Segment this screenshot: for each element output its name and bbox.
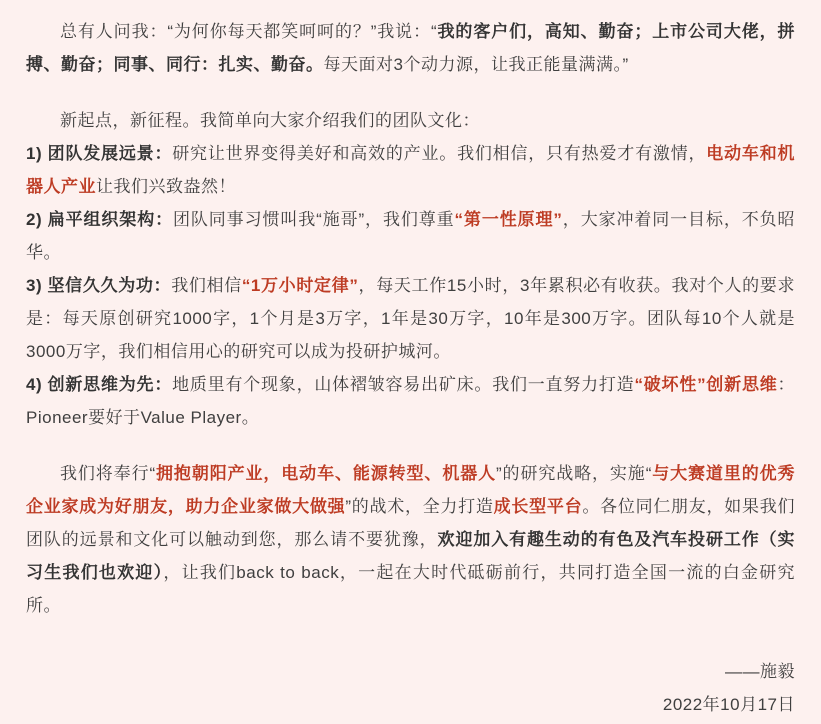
highlight-text: “破坏性”创新思维: [634, 375, 778, 394]
highlight-text: 成长型平台: [493, 497, 583, 516]
body-text: 。各位同仁朋友，如果我们团队的远景和文化可以触动到您，那么请不要犹豫，: [26, 497, 796, 549]
bold-text: 欢迎加入有趣生动的有色及汽车投研工作（实习生我们也欢迎）: [26, 530, 796, 582]
date: 2022年10月17日: [662, 695, 795, 714]
signature-block: [26, 655, 795, 721]
body-text: 让我们兴致盎然！: [96, 177, 236, 196]
body-text: 研究让世界变得美好和高效的产业。我们相信，只有热爱才有激情，: [172, 144, 707, 163]
body-text: ：Pioneer要好于Value Player。: [26, 375, 796, 427]
highlight-text: 电动车和机器人产业: [26, 144, 796, 196]
body-text: 我们相信: [171, 276, 242, 295]
body-text: 我们将奉行“: [60, 464, 156, 483]
highlight-text: 拥抱朝阳产业，电动车、能源转型、机器人: [155, 464, 496, 483]
paragraph: [26, 203, 795, 269]
body-text: 地质里有个现象，山体褶皱容易出矿床。我们一直努力打造: [172, 375, 635, 394]
paragraph: [26, 104, 795, 137]
bold-text: 2) 扁平组织架构：: [26, 210, 173, 229]
bold-text: 1) 团队发展远景：: [26, 144, 173, 163]
body-text: ”的研究战略，实施“: [496, 464, 652, 483]
body-text: 团队同事习惯叫我“施哥”，我们尊重: [173, 210, 455, 229]
highlight-text: 与大赛道里的优秀企业家成为好朋友，助力企业家做大做强: [26, 464, 796, 516]
article-body: [26, 15, 795, 622]
paragraph: [26, 269, 795, 368]
bold-text: 3) 坚信久久为功：: [26, 276, 172, 295]
paragraph: [26, 457, 795, 622]
bold-text: 4) 创新思维为先：: [26, 375, 173, 394]
signature: ——施毅: [725, 662, 795, 681]
paragraph: [26, 15, 795, 81]
body-text: ，大家冲着同一目标，不负昭华。: [26, 210, 796, 262]
bold-text: 我的客户们，高知、勤奋；上市公司大佬，拼搏、勤奋；同事、同行：扎实、勤奋。: [26, 22, 796, 74]
body-text: 每天面对3个动力源，让我正能量满满。”: [323, 55, 629, 74]
highlight-text: “1万小时定律”: [241, 276, 359, 295]
body-text: ”的战术，全力打造: [345, 497, 494, 516]
body-text: ，让我们back to back，一起在大时代砥砺前行，共同打造全国一流的白金研究所。: [26, 563, 795, 615]
highlight-text: “第一性原理”: [454, 210, 563, 229]
body-text: 总有人问我：“为何你每天都笑呵呵的？”我说：“: [60, 22, 438, 41]
body-text: ，每天工作15小时，3年累积必有收获。我对个人的要求是：每天原创研究1000字，1个月是3万字，1年是30万字，10年是300万字。团队每10个人就是3000万字，我们相信用心的研究可以成为投研护城河。: [26, 276, 795, 361]
paragraph: [26, 137, 795, 203]
paragraph: [26, 368, 795, 434]
body-text: 新起点，新征程。我简单向大家介绍我们的团队文化：: [60, 111, 480, 130]
